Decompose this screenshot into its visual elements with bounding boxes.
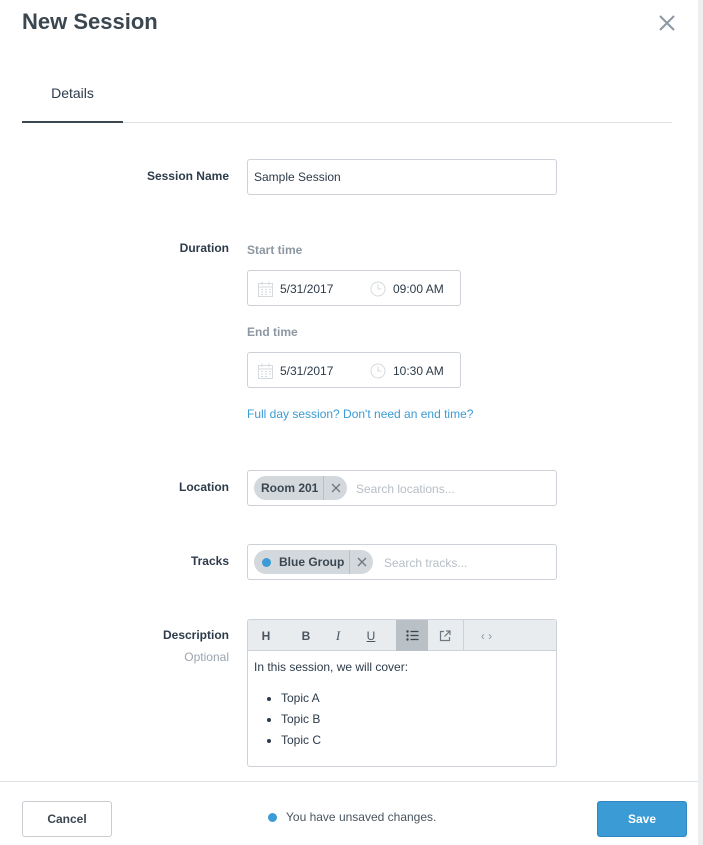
external-link-icon[interactable]	[429, 620, 461, 651]
underline-button[interactable]: U	[366, 628, 376, 643]
editor-toolbar	[248, 620, 556, 651]
scrollbar-track	[698, 0, 703, 845]
session-name-input[interactable]	[247, 159, 557, 195]
description-label: Description	[162, 628, 229, 642]
close-icon[interactable]	[656, 12, 678, 34]
session-name-label: Session Name	[146, 169, 229, 183]
start-datetime-field[interactable]	[247, 270, 461, 306]
end-time-label: End time	[247, 325, 298, 339]
end-date-value[interactable]: 5/31/2017	[280, 364, 334, 378]
track-color-dot	[262, 558, 271, 567]
list-item: • Topic B	[281, 712, 321, 733]
bold-button[interactable]: B	[301, 628, 311, 643]
start-date-value[interactable]: 5/31/2017	[280, 282, 334, 296]
tab-details[interactable]: Details	[22, 70, 123, 123]
full-day-session-link[interactable]: Full day session? Don't need an end time?	[247, 407, 474, 421]
unsaved-indicator-dot	[268, 813, 277, 822]
modal-title: New Session	[22, 9, 158, 34]
calendar-icon	[258, 363, 273, 379]
tracks-label: Tracks	[190, 554, 229, 568]
description-intro: In this session, we will cover:	[254, 660, 409, 674]
list-item: • Topic A	[281, 691, 321, 712]
modal-footer	[0, 781, 698, 845]
description-optional: Optional	[184, 650, 229, 664]
calendar-icon	[258, 281, 273, 297]
remove-location-icon[interactable]	[323, 476, 347, 500]
location-label: Location	[179, 480, 229, 494]
code-view-button[interactable]: ‹ ›	[463, 620, 509, 651]
cancel-button[interactable]: Cancel	[22, 801, 112, 837]
tab-bar	[22, 70, 672, 123]
location-chip	[254, 476, 347, 500]
track-chip	[254, 550, 373, 574]
description-editor[interactable]	[247, 619, 557, 767]
bulleted-list-icon[interactable]	[396, 620, 428, 651]
tracks-search-input[interactable]: Search tracks...	[384, 556, 468, 570]
save-button[interactable]: Save	[597, 801, 687, 837]
description-list	[281, 691, 321, 754]
tracks-field[interactable]	[247, 544, 557, 580]
remove-track-icon[interactable]	[349, 550, 373, 574]
clock-icon	[370, 363, 386, 379]
start-time-value[interactable]: 09:00 AM	[393, 282, 444, 296]
start-time-label: Start time	[247, 243, 303, 257]
heading-button[interactable]: H	[261, 628, 271, 643]
list-item: • Topic C	[281, 733, 321, 754]
end-datetime-field[interactable]	[247, 352, 461, 388]
duration-label: Duration	[179, 241, 229, 255]
end-time-value[interactable]: 10:30 AM	[393, 364, 444, 378]
unsaved-changes-text: You have unsaved changes.	[286, 810, 437, 824]
location-field[interactable]	[247, 470, 557, 506]
italic-button[interactable]: I	[335, 627, 341, 643]
track-chip-label: Blue Group	[279, 555, 345, 569]
location-chip-label: Room 201	[261, 481, 319, 495]
clock-icon	[370, 281, 386, 297]
location-search-input[interactable]: Search locations...	[356, 482, 455, 496]
